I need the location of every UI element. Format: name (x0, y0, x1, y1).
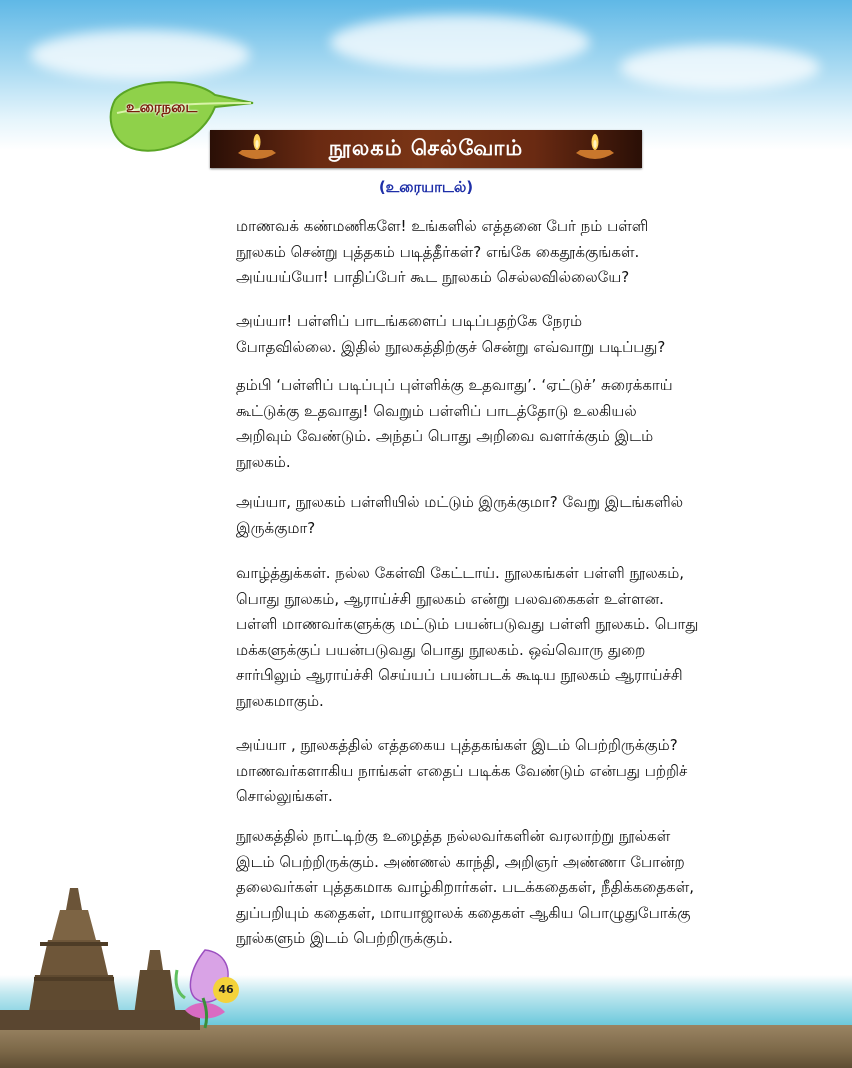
page-subtitle: (உரையாடல்) (378, 178, 474, 196)
speech-line: தம்பி ‘பள்ளிப் படிப்புப் புள்ளிக்கு உதவாது’. ‘ஏட்டுச்’ சுரைக்காய் (236, 376, 673, 394)
speech-line: வாழ்த்துக்கள். நல்ல கேள்வி கேட்டாய். நூலகங்கள் பள்ளி நூலகம், (236, 564, 685, 582)
speech-text (236, 373, 796, 475)
speech-line: மாணவர்களாகிய நாங்கள் எதைப் படிக்க வேண்டும் என்பது பற்றிச் (236, 761, 688, 780)
speech-line: தலைவர்கள் புத்தகமாக வாழ்கிறார்கள். படக்கதைகள், நீதிக்கதைகள், (236, 878, 695, 896)
speech-line: சார்பிலும் ஆராய்ச்சி செய்யப் பயன்படக் கூடிய நூலகம் ஆராய்ச்சி (236, 666, 683, 684)
speech-line: மக்களுக்குப் பயன்படுவது பொது நூலகம். ஒவ்வொரு துறை (236, 640, 646, 659)
speech-line: நூலகத்தில் நாட்டிற்கு உழைத்த நல்லவர்களின் வரலாற்று நூல்கள் (236, 827, 671, 845)
page-number: 46 (213, 977, 239, 1003)
speech-line: இருக்குமா? (236, 518, 316, 537)
speech-line: துப்பறியும் கதைகள், மாயாஜாலக் கதைகள் ஆகிய பொழுதுபோக்கு (236, 903, 691, 922)
speech-line: அறிவும் வேண்டும். அந்தப் பொது அறிவை வளர்க்கும் இடம் (236, 427, 654, 445)
title-banner (210, 130, 642, 168)
speech-text (236, 214, 796, 291)
speech-line: நூலகம் சென்று புத்தகம் படித்தீர்கள்? எங்கே கைதூக்குங்கள். (236, 242, 640, 261)
speech-line: நூலகமாகும். (236, 691, 324, 710)
cloud (620, 45, 820, 90)
speech-line: கூட்டுக்கு உதவாது! வெறும் பள்ளிப் பாடத்தோடு உலகியல் (236, 401, 637, 420)
speech-line: அய்யய்யோ! பாதிப்பேர் கூட நூலகம் செல்லவில்லையே? (236, 268, 630, 286)
speech-line: அய்யா! பள்ளிப் பாடங்களைப் படிப்பதற்கே நேரம் (236, 312, 583, 330)
speech-text (236, 561, 796, 714)
oil-lamp-icon (570, 133, 620, 165)
cloud (330, 15, 590, 70)
shore-background (0, 1025, 852, 1068)
speech-line: பள்ளி மாணவர்களுக்கு மட்டும் பயன்படுவது பள்ளி நூலகம். பொது (236, 615, 699, 633)
speech-text (236, 490, 796, 541)
speech-line: இடம் பெற்றிருக்கும். அண்ணல் காந்தி, அறிஞர் அண்ணா போன்ற (236, 852, 685, 871)
speech-line: அய்யா, நூலகம் பள்ளியில் மட்டும் இருக்குமா? வேறு இடங்களில் (236, 493, 684, 511)
speech-text (236, 824, 796, 952)
page-title: நூலகம் செல்வோம் (328, 136, 524, 160)
speech-line: சொல்லுங்கள். (236, 787, 333, 805)
speech-line: நூலகம். (236, 452, 291, 471)
speech-text (236, 309, 796, 360)
section-label: உரைநடை (126, 98, 198, 116)
speech-line: அய்யா , நூலகத்தில் எத்தகைய புத்தகங்கள் இடம் பெற்றிருக்கும்? (236, 736, 678, 754)
speech-line: போதவில்லை. இதில் நூலகத்திற்குச் சென்று எவ்வாறு படிப்பது? (236, 337, 666, 356)
speech-line: பொது நூலகம், ஆராய்ச்சி நூலகம் என்று பலவகைகள் உள்ளன. (236, 589, 664, 608)
speech-text (236, 733, 796, 810)
cloud (30, 30, 250, 80)
speech-line: நூல்களும் இடம் பெற்றிருக்கும். (236, 929, 453, 947)
speech-line: மாணவக் கண்மணிகளே! உங்களில் எத்தனை பேர் நம் பள்ளி (236, 217, 649, 235)
